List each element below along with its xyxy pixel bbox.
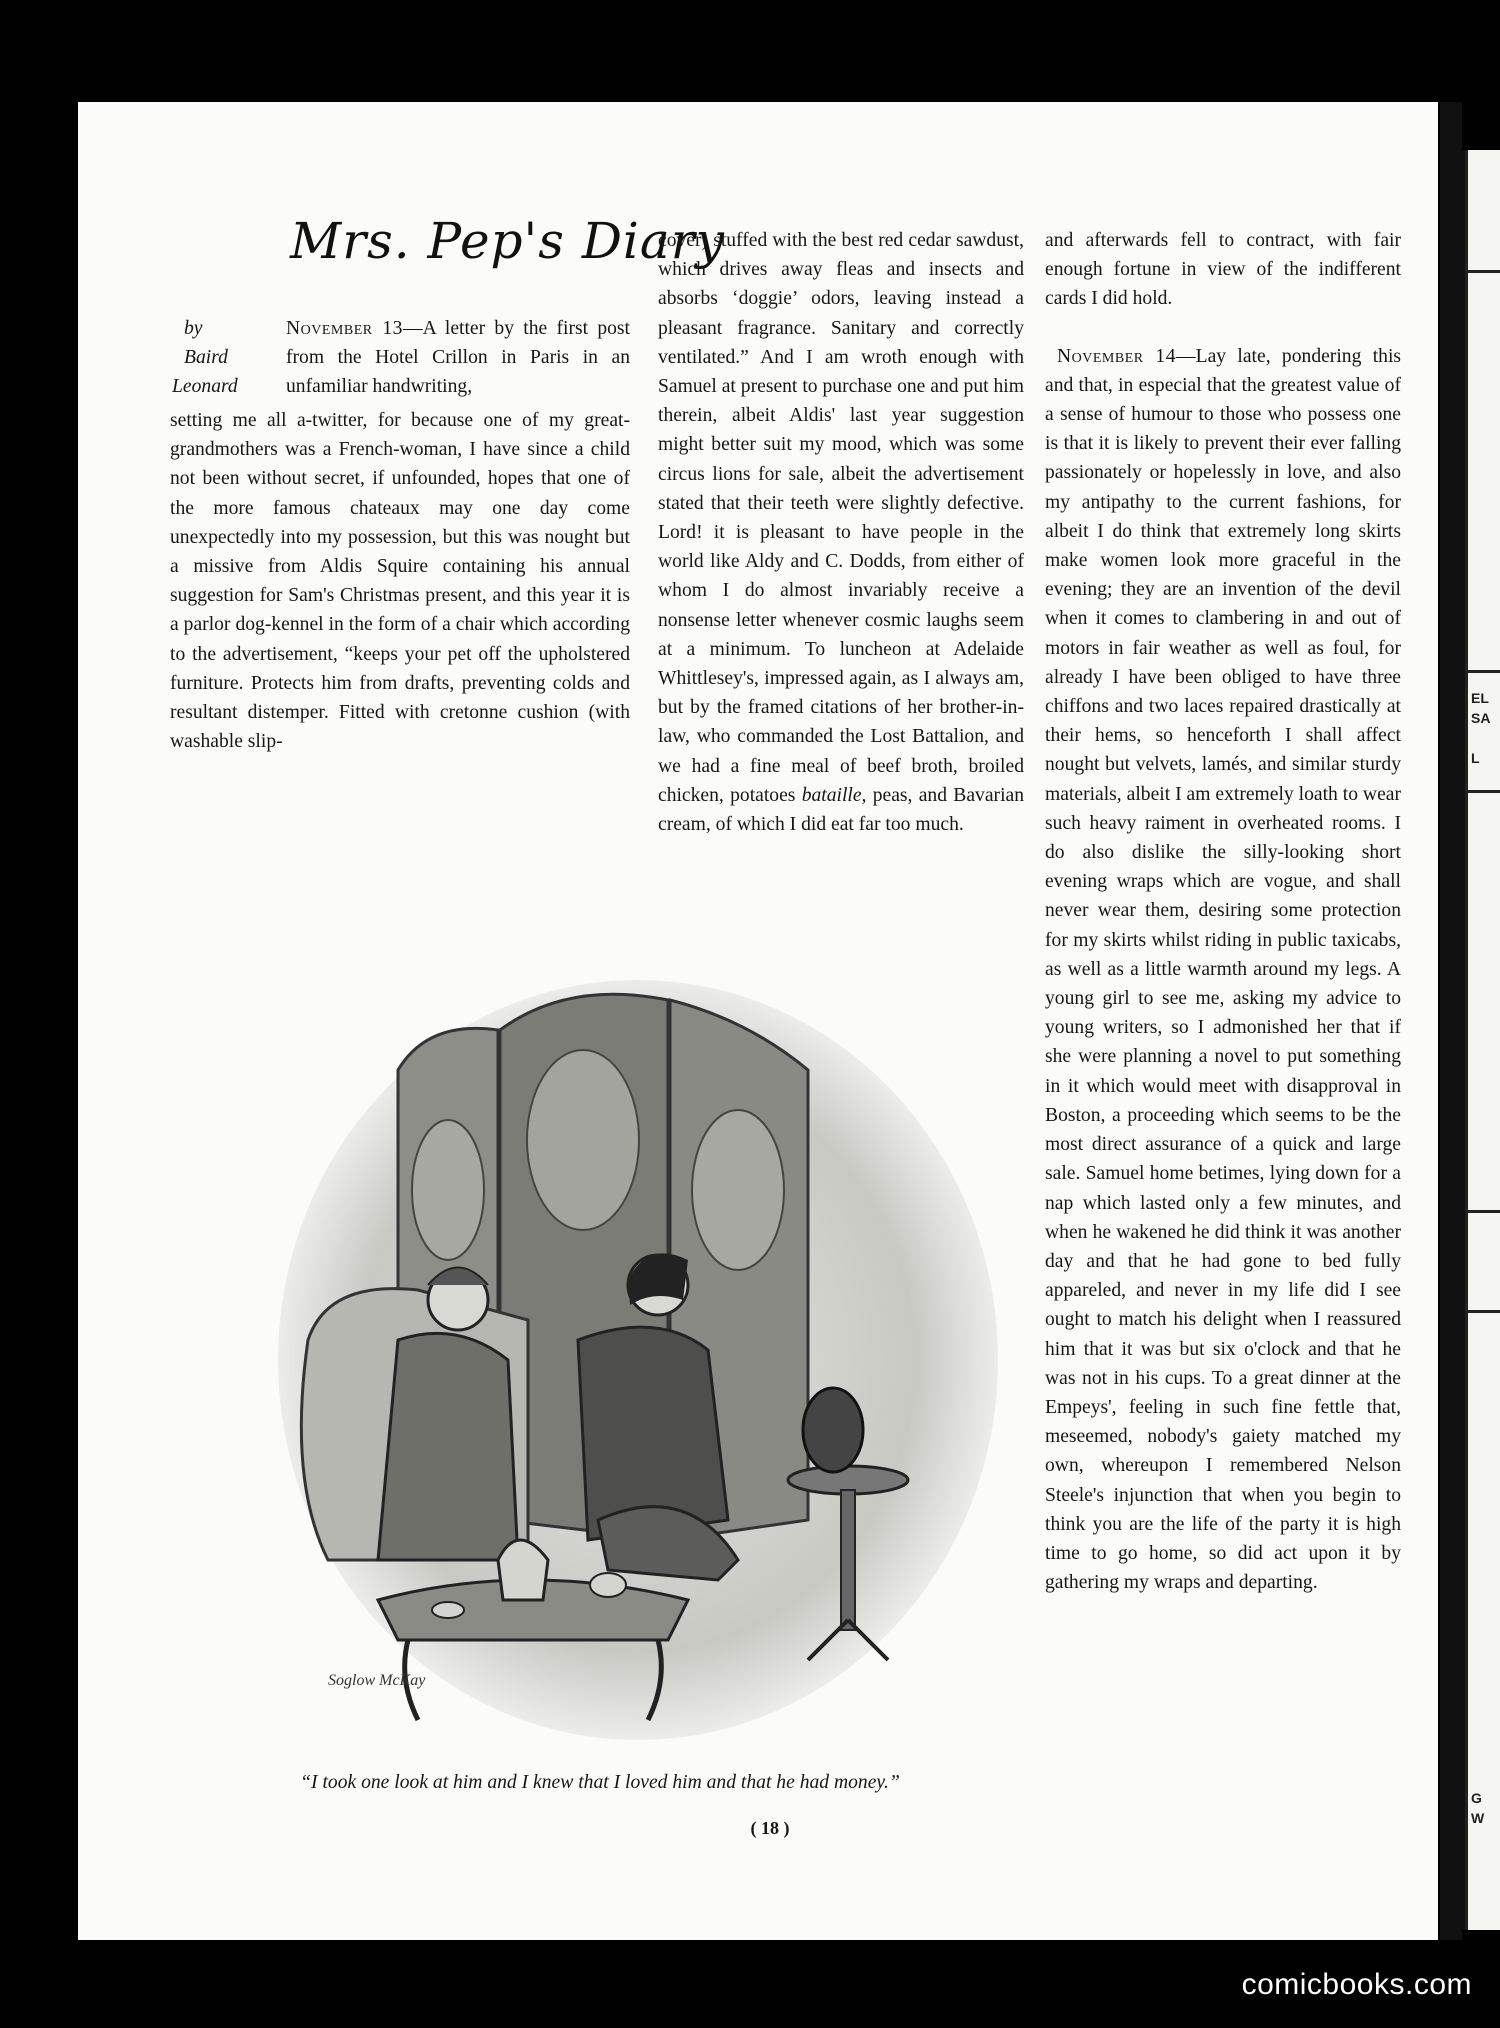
fragment-2: SA — [1471, 710, 1491, 726]
illustration-caption: “I took one look at him and I knew that I loved him and that he had money.” — [300, 1772, 900, 1793]
column-3-paragraph-2-text: —Lay late, pondering this and that, in especial that the greatest value of a sense of humour to those who possess one is that it is likely to prevent their ever falling passionately or hopelessly in love, and also my antipathy to the current fashions, for albeit I do think that extremely long skirts make women look more graceful in the evening; they are an invention of the devil when it comes to clambering in and out of motors in fair weather as well as foul, for already I have been obliged to have three chiffons and two laces repaired drastically at their hems, so henceforth I shall affect nought but velvets, lamés, and similar sturdy materials, albeit I am extremely loath to wear such heavy raiment in overheated rooms. I do also dislike the silly-looking short evening wraps which are vogue, and shall never wear them, desiring some protection for my skirts whilst riding in public taxicabs, as well as a little warmth around my legs. A young girl to see me, asking my advice to young writers, so I admonished her that if she were planning a novel to put something in it which would meet with disapproval in Boston, a proceeding which seems to be the most direct assurance of a quick and large sale. Samuel home betimes, lying down for a nap which lasted only a few minutes, and when he wakened he did think it was another day and that he had gone to bed fully appareled, and never in my life did I see ought to match his delight when I reassured him that it was but six o'clock and that he was not in his cups. To a great dinner at the Empeys', feeling in such fine fettle that, meseemed, nobody's gaiety matched my own, whereupon I remembered Nelson Steele's injunction that when you begin to think you are the life of the party it is high time to go home, so did act upon it by gathering my wraps and departing. — [1045, 345, 1402, 1594]
column-1-body: setting me all a-twitter, for because one of my great-grandmothers was a French-woman, I have since a child not been without secret, if unfounded, hopes that one of the more famous chateaux may one day come unexpectedly into my possession, but this was nought but a missive from Aldis Squire containing his annual suggestion for Sam's Christmas present, and this year it is a parlor dog-kennel in the form of a chair which according to the advertisement, “keeps your pet off the upholstered furniture. Protects him from drafts, preventing colds and resultant distemper. Fitted with cretonne cushion (with washable slip- — [170, 410, 630, 753]
watermark: comicbooks.com — [1241, 1968, 1472, 2001]
intro-text: —A letter by the first post from the Hotel Crillon in Paris in an unfamiliar handwriting, — [286, 318, 630, 398]
column-3-paragraph-1: and afterwards fell to contract, with fair enough fortune in view of the indifferent cards I did hold. — [1045, 230, 1401, 310]
fragment-4: G — [1471, 1790, 1482, 1806]
byline-last-name: Leonard — [172, 376, 238, 398]
adjacent-page-edge — [1462, 150, 1500, 1930]
artist-signature: Soglow McKay — [328, 1672, 426, 1689]
column-1-intro — [286, 314, 630, 402]
article-title: Mrs. Pep's Diary — [290, 212, 725, 270]
page-number: ( 18 ) — [750, 1818, 790, 1838]
column-2 — [658, 226, 1024, 839]
byline-by: by — [184, 318, 203, 339]
fragment-3: L — [1471, 750, 1480, 766]
page-gutter — [1440, 102, 1462, 1940]
column-2-text-a: cover) stuffed with the best red cedar sawdust, which drives away fleas and insects and absorbs ‘doggie’ odors, leaving instead a pleasant fragrance. Sanitary and correctly ventilated.” And I am wroth enough with Samuel at present to purchase one and put him therein, albeit Aldis' last year suggestion might better suit my mood, which was some circus lions for sale, albeit the advertisement stated that their teeth were slightly defective. Lord! it is pleasant to have people in the world like Aldy and C. Dodds, from either of whom I do almost invariably receive a nonsense letter whenever cosmic laughs seem at a minimum. To luncheon at Adelaide Whittlesey's, impressed again, as I always am, but by the framed citations of her brother-in-law, who commanded the Lost Battalion, and we had a fine meal of beef broth, broiled chicken, potatoes — [658, 230, 1024, 806]
column-2-text-b: peas, and Bavarian cream, of which I did eat far too much. — [658, 784, 1025, 836]
entry-date-nov-13: November 13 — [286, 318, 403, 339]
fragment-5: W — [1471, 1810, 1485, 1826]
column-3 — [1045, 226, 1401, 1597]
column-3-paragraph-2 — [1045, 342, 1401, 1598]
byline-first-name: Baird — [184, 347, 228, 369]
fragment-1: EL — [1471, 690, 1489, 706]
column-2-italic: bataille, — [801, 784, 867, 806]
entry-date-nov-14: November 14 — [1057, 345, 1177, 367]
byline — [172, 314, 272, 402]
illustration-tea-scene — [268, 960, 1008, 1750]
